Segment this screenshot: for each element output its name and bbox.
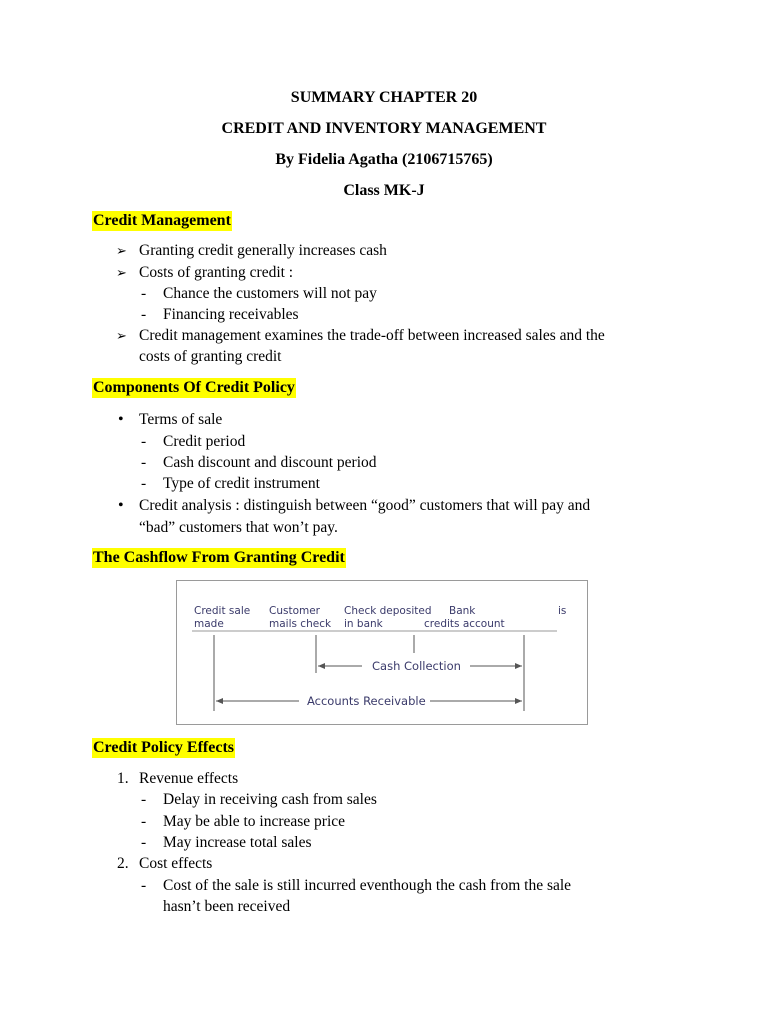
list-item: Type of credit instrument bbox=[163, 475, 320, 492]
list-item: Chance the customers will not pay bbox=[163, 285, 377, 302]
dot-bullet-icon: • bbox=[118, 497, 124, 514]
list-number: 2. bbox=[117, 855, 129, 872]
arrow-bullet-icon: ➢ bbox=[116, 243, 127, 258]
cashflow-diagram-svg bbox=[177, 581, 589, 726]
arrowhead-left-icon bbox=[216, 698, 223, 704]
list-item: Credit period bbox=[163, 433, 246, 450]
accounts-receivable-label: Accounts Receivable bbox=[307, 694, 426, 708]
list-item: Cost effects bbox=[139, 855, 213, 872]
dash-bullet-icon: - bbox=[141, 791, 147, 808]
diagram-label: Customer bbox=[269, 605, 321, 617]
diagram-label: Check deposited bbox=[344, 605, 432, 617]
list-item: Cash discount and discount period bbox=[163, 454, 377, 471]
diagram-label: is bbox=[558, 605, 567, 617]
list-item: Credit analysis : distinguish between “good” customers that will pay and bbox=[139, 497, 591, 514]
list-item-continuation: hasn’t been received bbox=[163, 898, 291, 915]
dash-bullet-icon: - bbox=[141, 306, 147, 323]
list-item-continuation: costs of granting credit bbox=[139, 348, 282, 365]
arrowhead-right-icon bbox=[515, 663, 522, 669]
list-item: Credit management examines the trade-off between increased sales and the bbox=[139, 327, 605, 344]
components-heading: Components Of Credit Policy bbox=[93, 379, 295, 396]
list-item-continuation: “bad” customers that won’t pay. bbox=[139, 519, 338, 536]
dash-bullet-icon: - bbox=[141, 877, 147, 894]
class-line: Class MK-J bbox=[343, 182, 425, 199]
dash-bullet-icon: - bbox=[141, 454, 147, 471]
cash-collection-label: Cash Collection bbox=[372, 659, 461, 673]
author-line: By Fidelia Agatha (2106715765) bbox=[275, 151, 493, 168]
summary-title: SUMMARY CHAPTER 20 bbox=[290, 89, 478, 106]
list-item: Cost of the sale is still incurred eventhough the cash from the sale bbox=[163, 877, 572, 894]
list-item: May be able to increase price bbox=[163, 813, 346, 830]
diagram-label: credits account bbox=[424, 618, 505, 630]
list-item: Terms of sale bbox=[139, 411, 223, 428]
chapter-title: CREDIT AND INVENTORY MANAGEMENT bbox=[221, 120, 547, 137]
diagram-label: made bbox=[194, 618, 224, 630]
arrowhead-right-icon bbox=[515, 698, 522, 704]
list-item: Granting credit generally increases cash bbox=[139, 242, 387, 259]
credit-management-heading: Credit Management bbox=[93, 212, 231, 229]
list-item: Financing receivables bbox=[163, 306, 299, 323]
effects-heading: Credit Policy Effects bbox=[93, 739, 234, 756]
list-item: Delay in receiving cash from sales bbox=[163, 791, 377, 808]
arrow-bullet-icon: ➢ bbox=[116, 328, 127, 343]
dot-bullet-icon: • bbox=[118, 411, 124, 428]
cashflow-heading: The Cashflow From Granting Credit bbox=[93, 549, 345, 566]
list-number: 1. bbox=[117, 770, 129, 787]
arrow-bullet-icon: ➢ bbox=[116, 265, 127, 280]
dash-bullet-icon: - bbox=[141, 433, 147, 450]
arrowhead-left-icon bbox=[318, 663, 325, 669]
list-item: Revenue effects bbox=[139, 770, 239, 787]
diagram-label: in bank bbox=[344, 618, 383, 630]
cashflow-diagram bbox=[176, 580, 588, 725]
list-item: May increase total sales bbox=[163, 834, 312, 851]
dash-bullet-icon: - bbox=[141, 813, 147, 830]
diagram-label: Credit sale bbox=[194, 605, 251, 617]
diagram-label: mails check bbox=[269, 618, 332, 630]
dash-bullet-icon: - bbox=[141, 475, 147, 492]
dash-bullet-icon: - bbox=[141, 285, 147, 302]
list-item: Costs of granting credit : bbox=[139, 264, 294, 281]
dash-bullet-icon: - bbox=[141, 834, 147, 851]
diagram-label: Bank bbox=[449, 605, 476, 617]
